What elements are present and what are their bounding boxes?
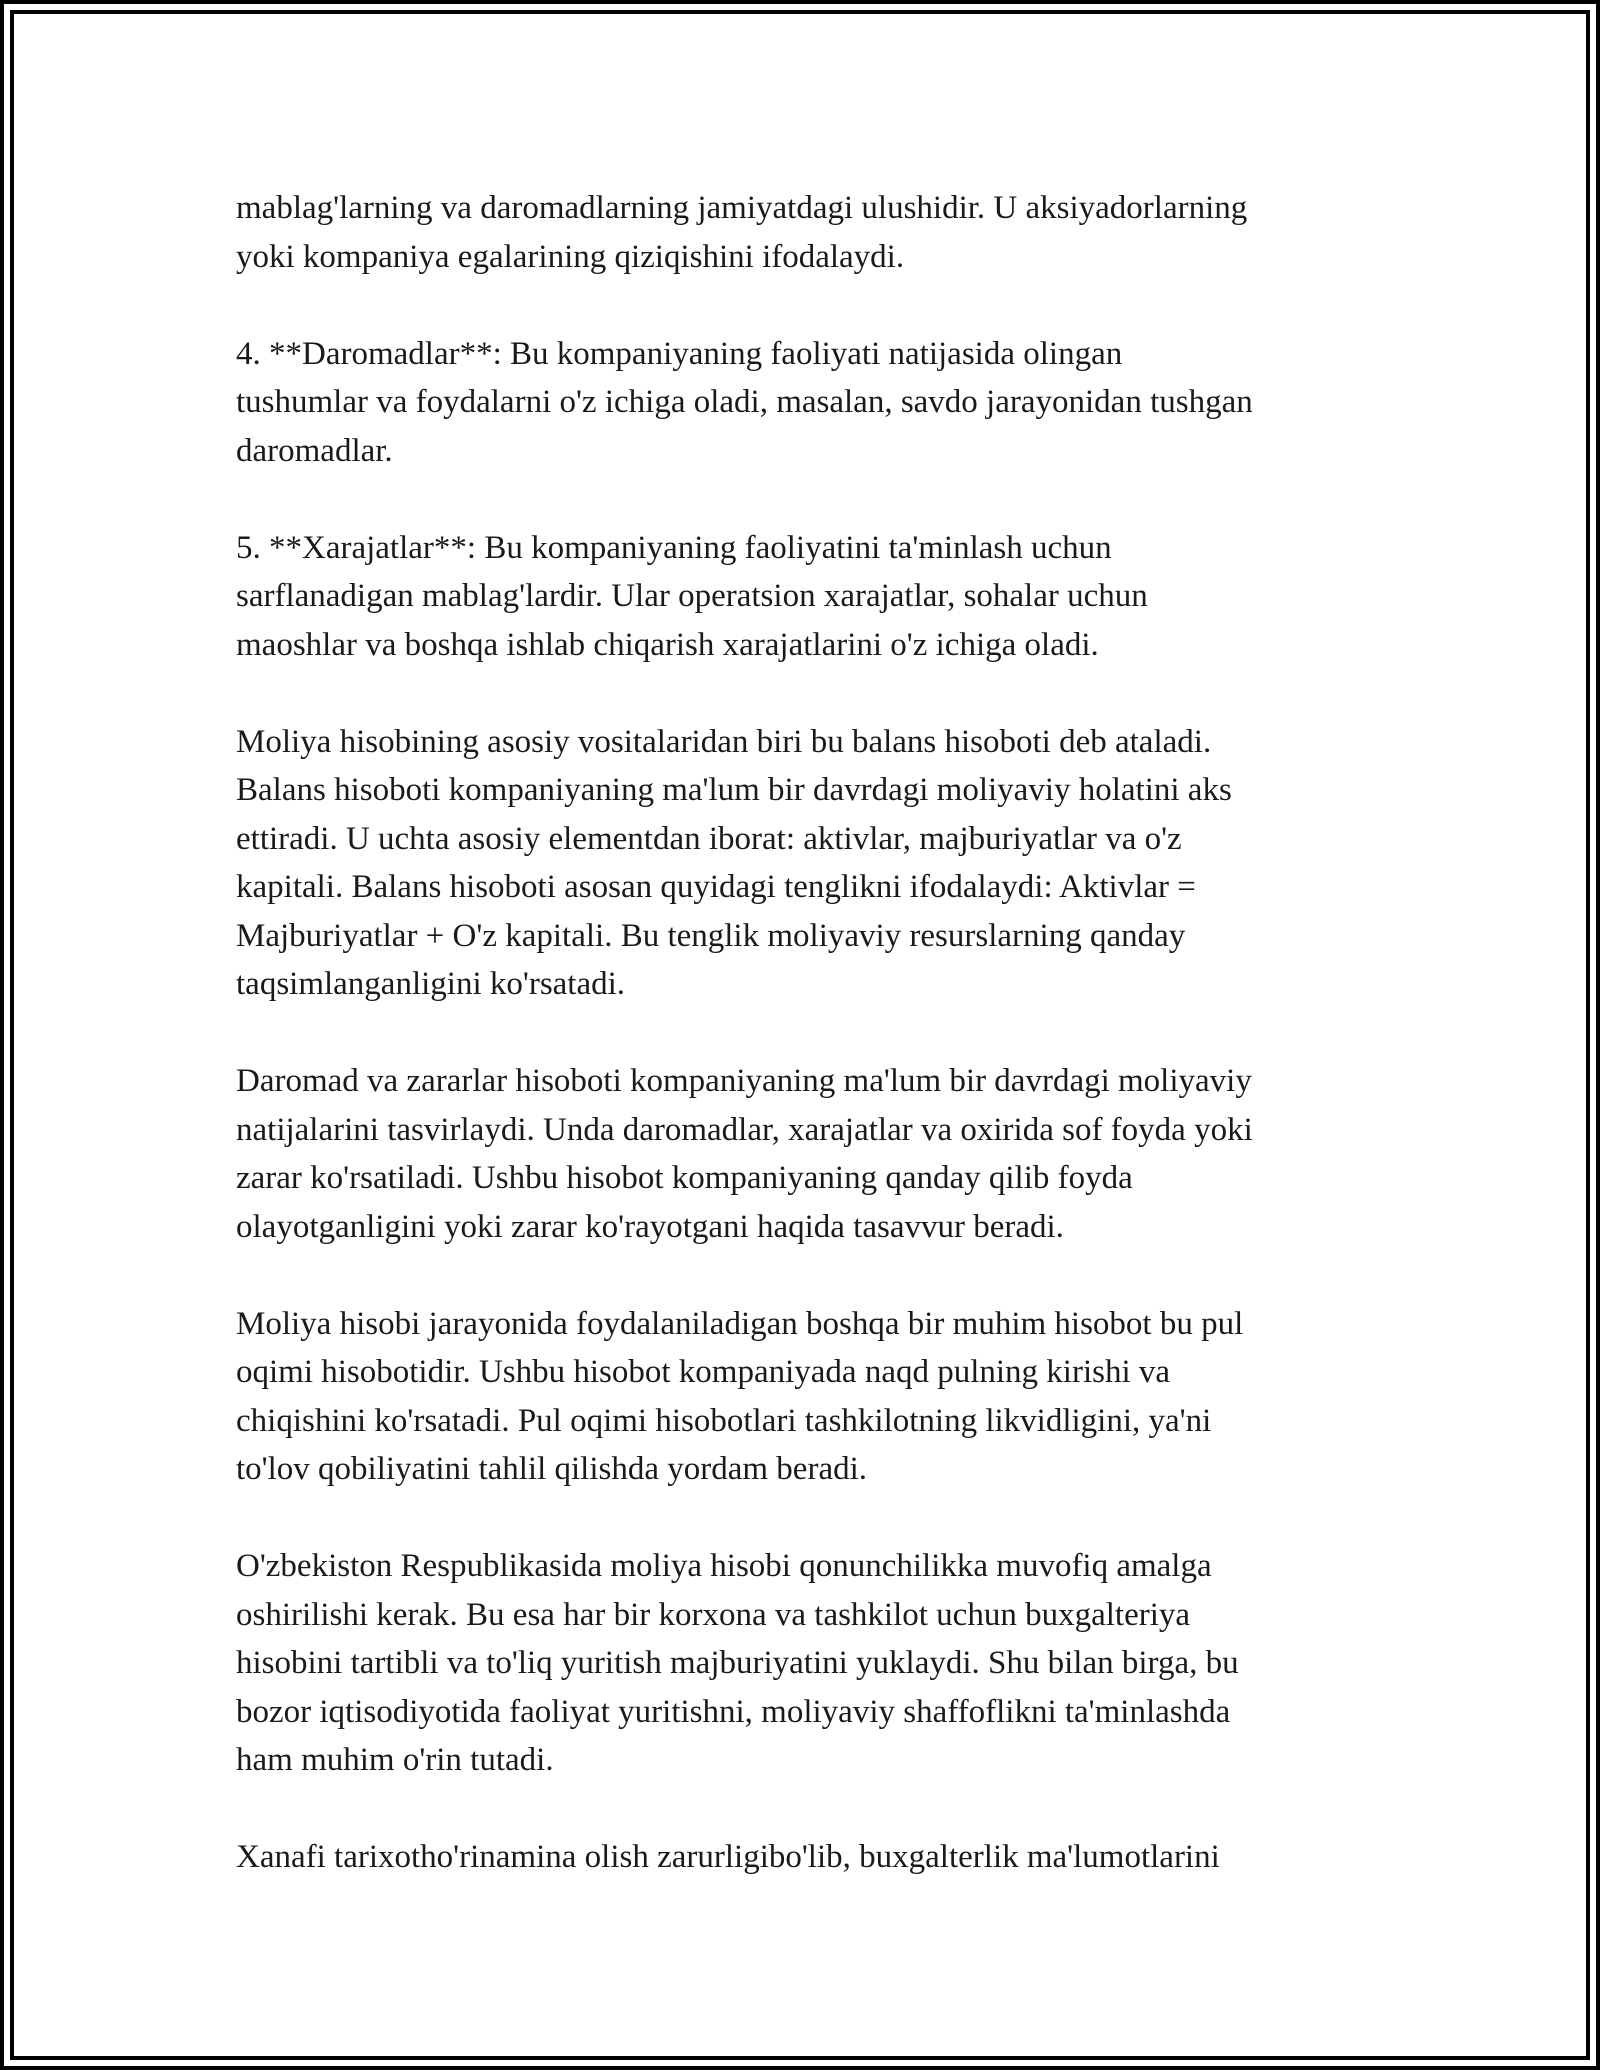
paragraph-balance-sheet: Moliya hisobining asosiy vositalaridan biri bu balans hisoboti deb ataladi. Balans hisoboti kompaniyaning ma'lum bir davrdagi moliyaviy holatini aks ettiradi. U uchta asosiy elementdan iborat: aktivlar, majburiyatlar va o'z kapitali. Balans hisoboti asosan quyidagi tenglikni ifodalaydi: Aktivlar = Majburiyatlar + O'z kapitali. Bu tenglik moliyaviy resurslarning qanday taqsimlanganligini ko'rsatadi.	[236, 723, 1232, 1002]
paragraph-item-5-expenses: 5. **Xarajatlar**: Bu kompaniyaning faoliyatini ta'minlash uchun sarflanadigan mablag'lardir. Ular operatsion xarajatlar, sohalar uchun maoshlar va boshqa ishlab chiqarish xarajatlarini o'z ichiga oladi.	[236, 529, 1148, 663]
paragraph-uzbekistan-legislation: O'zbekiston Respublikasida moliya hisobi qonunchilikka muvofiq amalga oshirilishi kerak. Bu esa har bir korxona va tashkilot uchun buxgalteriya hisobini tartibli va to'liq yuritish majburiyatini yuklaydi. Shu bilan birga, bu bozor iqtisodiyotida faoliyat yuritishni, moliyaviy shaffoflikni ta'minlashda ham muhim o'rin tutadi.	[236, 1548, 1239, 1778]
paragraph-income-statement: Daromad va zararlar hisoboti kompaniyaning ma'lum bir davrdagi moliyaviy natijalarini tasvirlaydi. Unda daromadlar, xarajatlar va oxirida sof foyda yoki zarar ko'rsatiladi. Ushbu hisobot kompaniyaning qanday qilib foyda olayotganligini yoki zarar ko'rayotgani haqida tasavvur beradi.	[236, 1063, 1253, 1245]
document-body	[236, 184, 1376, 1930]
paragraph-final-partial: Xanafi tarixotho'rinamina olish zarurligibo'lib, buxgalterlik ma'lumotlarini	[236, 1839, 1220, 1875]
paragraph-item-4-revenues: 4. **Daromadlar**: Bu kompaniyaning faoliyati natijasida olingan tushumlar va foydalarni o'z ichiga oladi, masalan, savdo jarayonidan tushgan daromadlar.	[236, 335, 1253, 469]
paragraph-equity-continuation: mablag'larning va daromadlarning jamiyatdagi ulushidir. U aksiyadorlarning yoki kompaniya egalarining qiziqishini ifodalaydi.	[236, 190, 1248, 275]
paragraph-cash-flow: Moliya hisobi jarayonida foydalaniladigan boshqa bir muhim hisobot bu pul oqimi hisobotidir. Ushbu hisobot kompaniyada naqd pulning kirishi va chiqishini ko'rsatadi. Pul oqimi hisobotlari tashkilotning likvidligini, ya'ni to'lov qobiliyatini tahlil qilishda yordam beradi.	[236, 1305, 1244, 1487]
